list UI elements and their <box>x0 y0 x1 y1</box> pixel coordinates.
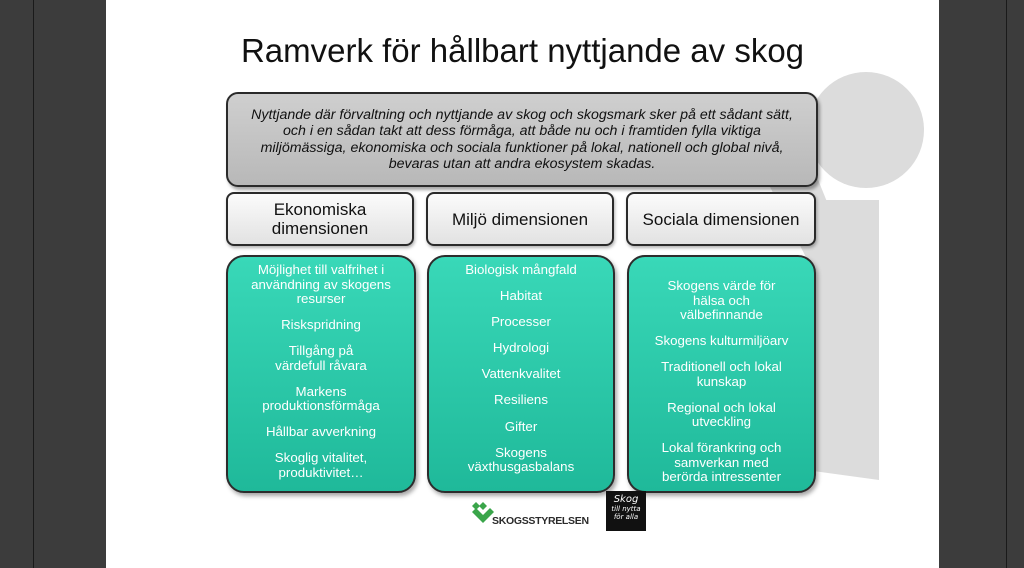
skogsstyrelsen-wordmark: SKOGSSTYRELSEN <box>492 515 589 527</box>
list-item: Habitat <box>499 288 543 304</box>
social-items-box <box>627 255 816 493</box>
list-item: Skogens växthusgasbalans <box>467 444 575 475</box>
list-item: Processer <box>491 314 551 330</box>
list-item: Hydrologi <box>492 340 550 356</box>
slogan-line-1: Skog <box>613 494 639 505</box>
list-item: Traditionell och lokal kunskap <box>661 359 782 389</box>
slide-title: Ramverk för hållbart nyttjande av skog <box>240 32 805 69</box>
list-item: Skogens värde för hälsa och välbefinnande <box>667 278 776 322</box>
list-item: Regional och lokal utveckling <box>667 399 776 430</box>
list-item: Riskspridning <box>281 317 361 333</box>
skogsstyrelsen-logo <box>470 500 588 532</box>
list-item: Markens produktionsförmåga <box>262 383 380 414</box>
list-item: Vattenkvalitet <box>481 366 561 382</box>
right-window-edge <box>1006 0 1007 568</box>
list-item: Tillgång på värdefull råvara <box>275 343 367 373</box>
environment-items-box <box>427 255 615 493</box>
slogan-line-3: för alla <box>613 513 639 521</box>
list-item: Resiliens <box>494 392 548 408</box>
dimension-economic-box <box>226 192 414 246</box>
list-item: Biologisk mångfald <box>465 262 577 277</box>
definition-box <box>226 92 818 187</box>
list-item: Lokal förankring och samverkan med berörda intressenter <box>661 440 782 485</box>
dimension-economic-label: Ekonomiska dimensionen <box>271 200 369 238</box>
definition-text: Nyttjande där förvaltning och nyttjande av skog och skogsmark sker på ett sådant sätt, och i en sådan takt att dess förmåga, att både nu och i framtiden fylla viktiga miljömässiga, ekonomiska och sociala funktioner på lokal, nationell och global nivå, bevaras utan att andra ekosystem skadas. <box>251 106 793 172</box>
dimension-environment-box <box>426 192 614 246</box>
dimension-social-label: Sociala dimensionen <box>642 209 800 229</box>
list-item: Skogens kulturmiljöarv <box>654 333 789 349</box>
list-item: Skoglig vitalitet, produktivitet… <box>274 450 368 480</box>
dimension-social-box <box>626 192 816 246</box>
list-item: Gifter <box>504 418 538 434</box>
list-item: Hållbar avverkning <box>265 424 377 440</box>
left-window-edge <box>33 0 34 568</box>
dimension-environment-label: Miljö dimensionen <box>451 209 589 229</box>
slogan-line-2: till nytta <box>611 505 641 513</box>
economic-items-box <box>226 255 416 493</box>
list-item: Möjlighet till valfrihet i användning av skogens resurser <box>251 262 391 306</box>
skog-till-nytta-logo <box>606 491 646 531</box>
slide-canvas <box>106 0 939 568</box>
